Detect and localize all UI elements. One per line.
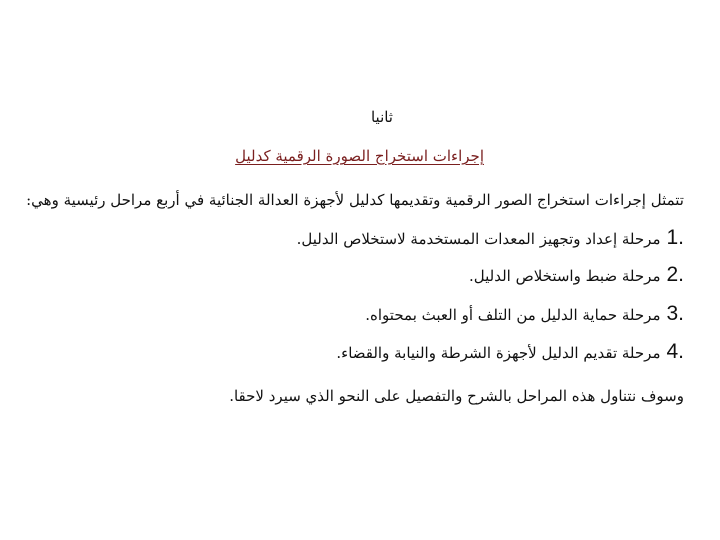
intro-paragraph: تتمثل إجراءات استخراج الصور الرقمية وتقديمها كدليل لأجهزة العدالة الجنائية في أربع مراحل رئيسية وهي:	[26, 191, 684, 209]
section-title: إجراءات استخراج الصورة الرقمية كدليل	[235, 147, 484, 165]
list-item	[365, 304, 684, 325]
list-item-number: 2.	[666, 263, 684, 286]
list-item-text: مرحلة تقديم الدليل لأجهزة الشرطة والنيابة والقضاء.	[336, 344, 661, 362]
list-item-number: 3.	[666, 302, 684, 325]
list-item-text: مرحلة حماية الدليل من التلف أو العبث بمحتواه.	[365, 306, 661, 324]
list-item-text: مرحلة ضبط واستخلاص الدليل.	[468, 267, 661, 285]
closing-paragraph: وسوف نتناول هذه المراحل بالشرح والتفصيل على النحو الذي سيرد لاحقا.	[229, 387, 684, 405]
list-item	[469, 265, 684, 286]
list-item-number: 1.	[666, 226, 684, 249]
list-item-text: مرحلة إعداد وتجهيز المعدات المستخدمة لاستخلاص الدليل.	[296, 230, 661, 248]
section-label: ثانيا	[370, 108, 393, 126]
list-item-number: 4.	[666, 340, 684, 363]
list-item	[336, 342, 684, 363]
list-item	[297, 228, 684, 249]
